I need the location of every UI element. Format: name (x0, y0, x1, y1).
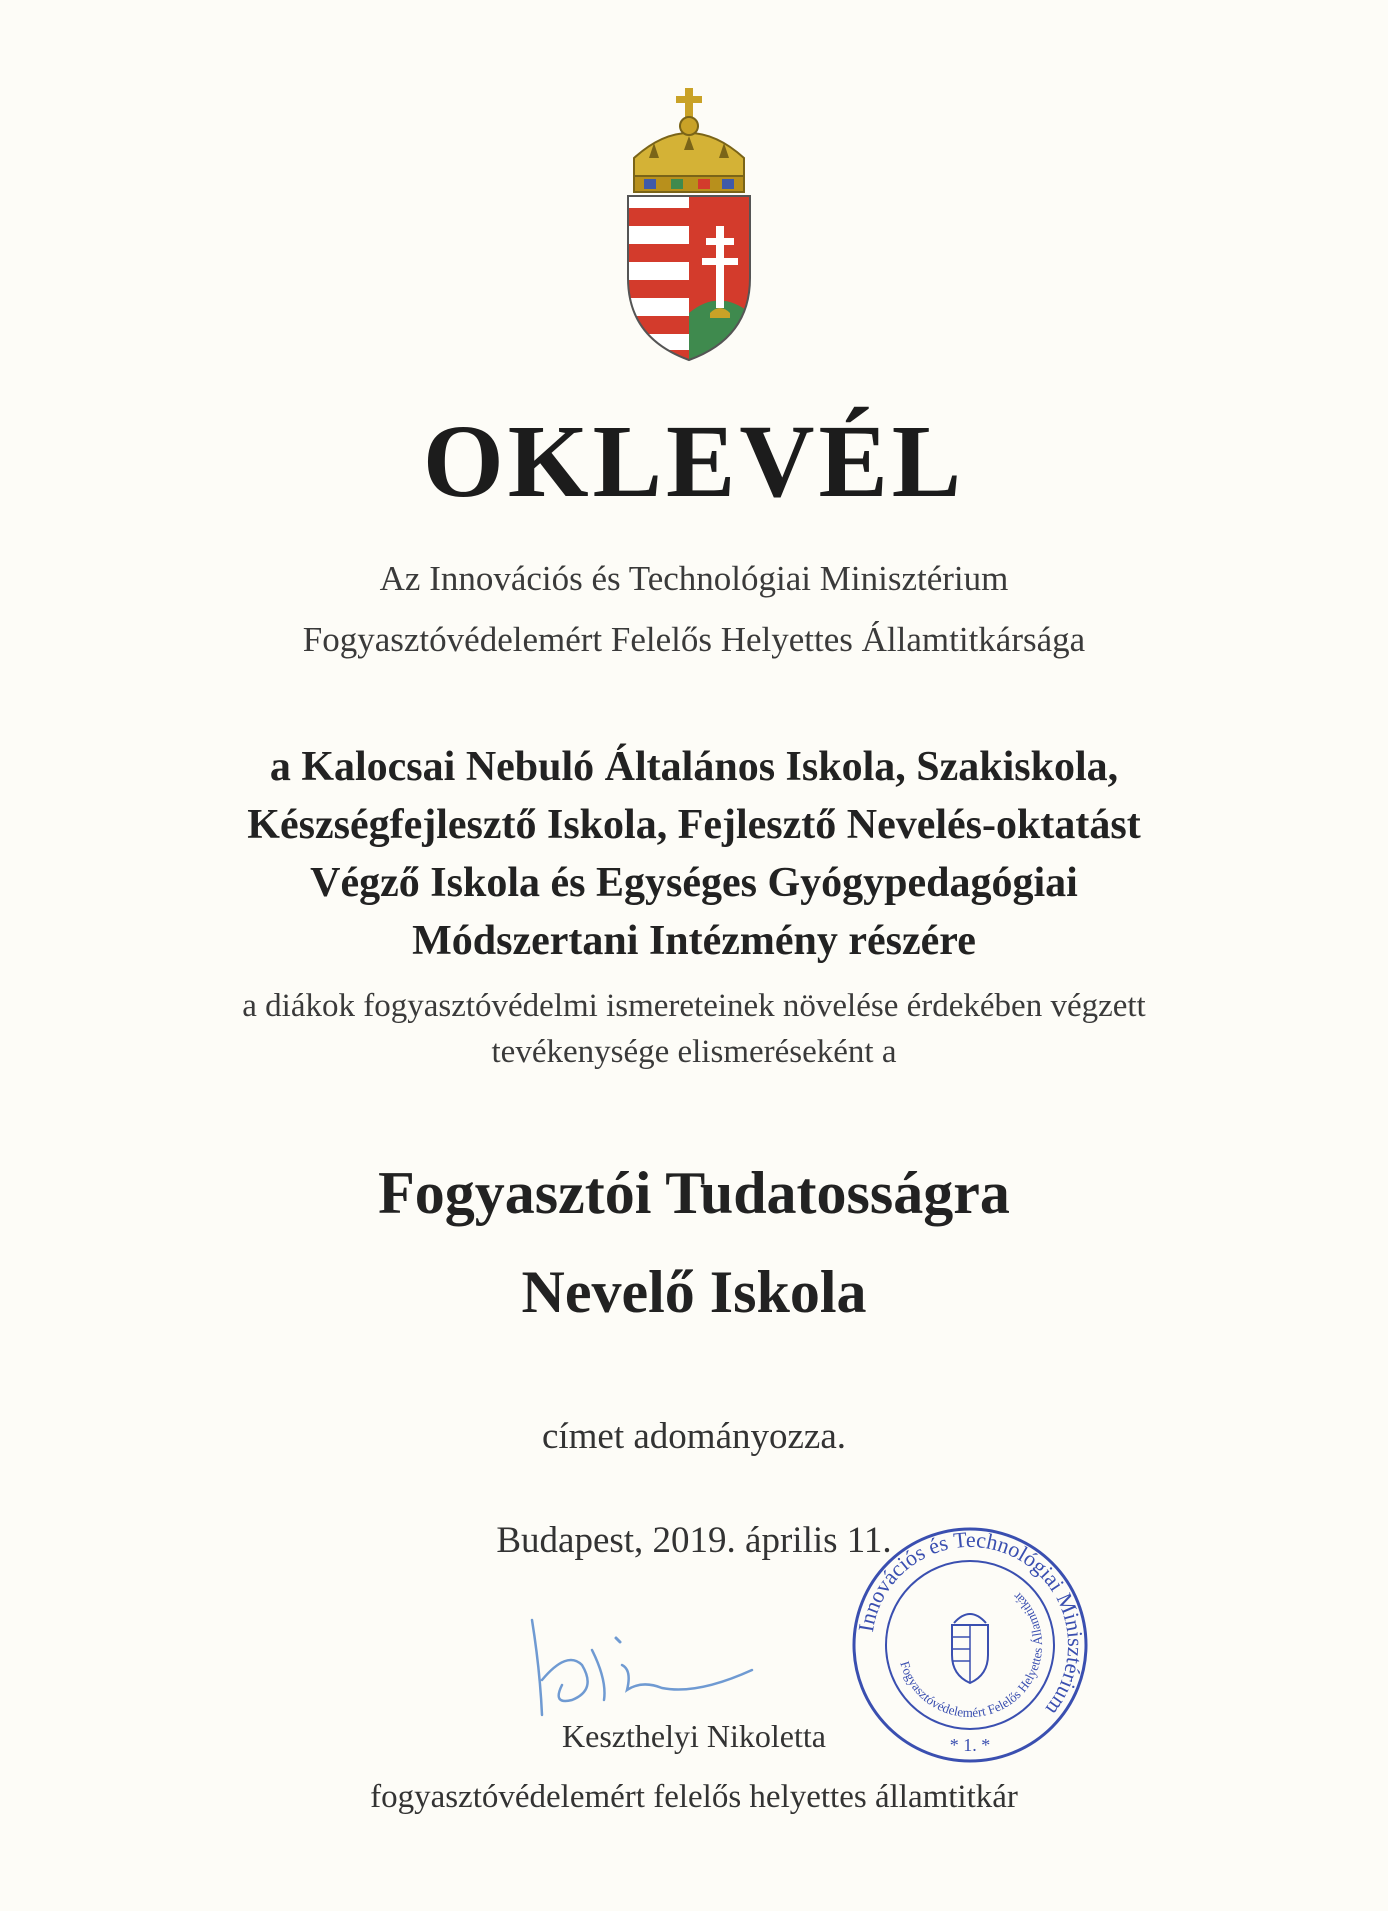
stamp-outer-text: Innovációs és Technológiai Minisztérium (852, 1526, 1089, 1721)
signer-name: Keszthelyi Nikoletta (562, 1718, 826, 1754)
stamp-number: * 1. * (949, 1735, 991, 1755)
recipient-line-1: a Kalocsai Nebuló Általános Iskola, Szakiskola, (269, 744, 1119, 790)
stamp-inner-text: Fogyasztóvédelemért Felelős Helyettes Államtitkár (897, 1589, 1046, 1721)
signer-title: fogyasztóvédelemért felelős helyettes államtitkár (370, 1779, 1018, 1815)
place-date: Budapest, 2019. április 11. (496, 1520, 892, 1561)
recipient-line-2: Készségfejlesztő Iskola, Fejlesztő Nevelés-oktatást (247, 802, 1141, 848)
handwritten-signature (512, 1610, 772, 1730)
reason-line-2: tevékenysége elismeréseként a (491, 1034, 897, 1070)
issuer-line-2: Fogyasztóvédelemért Felelős Helyettes Államtitkársága (302, 620, 1086, 659)
hungarian-coat-of-arms-icon (614, 88, 764, 366)
award-title-line-1: Fogyasztói Tudatosságra (378, 1160, 1010, 1226)
diploma-title: OKLEVÉL (422, 404, 966, 519)
svg-text:Fogyasztóvédelemért Felelős He (897, 1589, 1045, 1720)
recipient-line-4: Módszertani Intézmény részére (412, 918, 976, 964)
award-title-line-2: Nevelő Iskola (521, 1259, 867, 1325)
reason-line-1: a diákok fogyasztóvédelmi ismereteinek növelése érdekében végzett (242, 988, 1146, 1024)
issuer-line-1: Az Innovációs és Technológiai Minisztérium (379, 559, 1009, 598)
recipient-line-3: Végző Iskola és Egységes Gyógypedagógiai (310, 860, 1078, 906)
granted-text: címet adományozza. (541, 1416, 847, 1457)
